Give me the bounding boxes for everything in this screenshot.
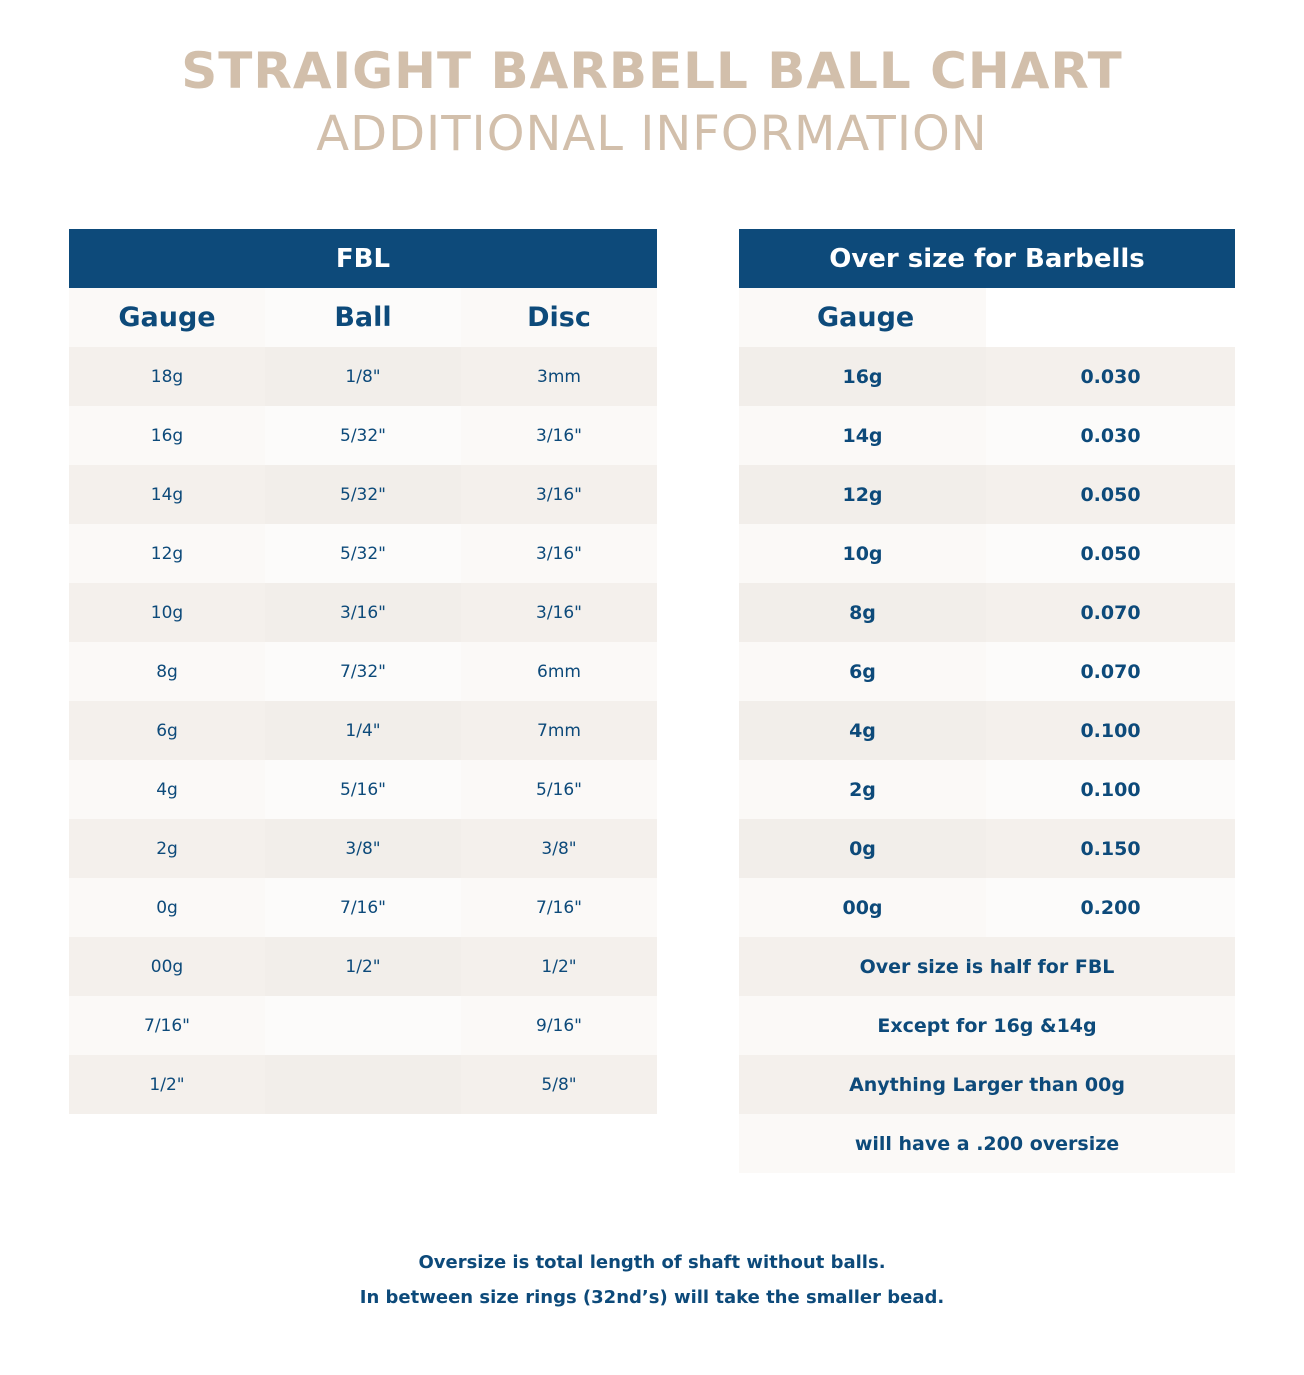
fbl-gauge-cell: 10g xyxy=(69,583,265,642)
fbl-gauge-cell: 8g xyxy=(69,642,265,701)
oversize-header-empty xyxy=(986,288,1235,347)
oversize-table xyxy=(739,229,1235,1173)
oversize-value-cell: 0.050 xyxy=(986,465,1235,524)
fbl-gauge-cell: 12g xyxy=(69,524,265,583)
fbl-disc-cell: 3/16" xyxy=(461,583,657,642)
table-row xyxy=(69,406,657,465)
table-row xyxy=(69,583,657,642)
fbl-disc-cell: 3/16" xyxy=(461,406,657,465)
table-row xyxy=(69,524,657,583)
fbl-gauge-cell: 7/16" xyxy=(69,996,265,1055)
table-row xyxy=(69,347,657,406)
fbl-gauge-cell: 2g xyxy=(69,819,265,878)
table-row xyxy=(69,760,657,819)
fbl-ball-cell: 3/16" xyxy=(265,583,461,642)
oversize-gauge-cell: 00g xyxy=(739,878,986,937)
table-row xyxy=(739,583,1235,642)
oversize-gauge-cell: 12g xyxy=(739,465,986,524)
fbl-gauge-cell: 18g xyxy=(69,347,265,406)
oversize-gauge-cell: 14g xyxy=(739,406,986,465)
oversize-gauge-cell: 10g xyxy=(739,524,986,583)
table-row xyxy=(739,642,1235,701)
table-row xyxy=(739,406,1235,465)
oversize-value-cell: 0.100 xyxy=(986,701,1235,760)
table-row xyxy=(69,996,657,1055)
fbl-disc-cell: 3/16" xyxy=(461,465,657,524)
fbl-gauge-cell: 00g xyxy=(69,937,265,996)
fbl-ball-cell: 3/8" xyxy=(265,819,461,878)
fbl-gauge-cell: 16g xyxy=(69,406,265,465)
oversize-note: Except for 16g &14g xyxy=(739,996,1235,1055)
oversize-gauge-cell: 6g xyxy=(739,642,986,701)
fbl-ball-cell: 5/32" xyxy=(265,465,461,524)
oversize-table-title: Over size for Barbells xyxy=(739,229,1235,288)
oversize-note: Over size is half for FBL xyxy=(739,937,1235,996)
fbl-gauge-cell: 4g xyxy=(69,760,265,819)
fbl-disc-cell: 3/16" xyxy=(461,524,657,583)
note-row xyxy=(739,937,1235,996)
oversize-header-gauge: Gauge xyxy=(739,288,986,347)
fbl-header-gauge: Gauge xyxy=(69,288,265,347)
fbl-ball-cell: 7/16" xyxy=(265,878,461,937)
oversize-gauge-cell: 4g xyxy=(739,701,986,760)
table-row xyxy=(739,701,1235,760)
fbl-table-title: FBL xyxy=(69,229,657,288)
table-row xyxy=(69,465,657,524)
oversize-value-cell: 0.030 xyxy=(986,347,1235,406)
table-row xyxy=(69,878,657,937)
table-row xyxy=(739,524,1235,583)
note-row xyxy=(739,1114,1235,1173)
oversize-gauge-cell: 8g xyxy=(739,583,986,642)
fbl-ball-cell xyxy=(265,996,461,1055)
table-row xyxy=(69,1055,657,1114)
table-row xyxy=(739,347,1235,406)
page-subtitle: ADDITIONAL INFORMATION xyxy=(316,106,988,162)
fbl-ball-cell: 5/16" xyxy=(265,760,461,819)
table-row xyxy=(69,642,657,701)
oversize-value-cell: 0.070 xyxy=(986,642,1235,701)
oversize-value-cell: 0.050 xyxy=(986,524,1235,583)
footer-line-2: In between size rings (32nd’s) will take the smaller bead. xyxy=(359,1287,945,1308)
fbl-ball-cell: 7/32" xyxy=(265,642,461,701)
fbl-disc-cell: 5/16" xyxy=(461,760,657,819)
oversize-value-cell: 0.070 xyxy=(986,583,1235,642)
oversize-note: will have a .200 oversize xyxy=(739,1114,1235,1173)
fbl-ball-cell: 5/32" xyxy=(265,524,461,583)
fbl-ball-cell: 1/2" xyxy=(265,937,461,996)
oversize-note: Anything Larger than 00g xyxy=(739,1055,1235,1114)
fbl-disc-cell: 3/8" xyxy=(461,819,657,878)
oversize-gauge-cell: 16g xyxy=(739,347,986,406)
oversize-gauge-cell: 0g xyxy=(739,819,986,878)
fbl-disc-cell: 3mm xyxy=(461,347,657,406)
fbl-disc-cell: 9/16" xyxy=(461,996,657,1055)
table-row xyxy=(739,760,1235,819)
fbl-gauge-cell: 1/2" xyxy=(69,1055,265,1114)
fbl-gauge-cell: 0g xyxy=(69,878,265,937)
table-row xyxy=(739,819,1235,878)
oversize-value-cell: 0.150 xyxy=(986,819,1235,878)
table-row xyxy=(69,937,657,996)
fbl-ball-cell: 5/32" xyxy=(265,406,461,465)
oversize-value-cell: 0.100 xyxy=(986,760,1235,819)
fbl-gauge-cell: 6g xyxy=(69,701,265,760)
fbl-ball-cell: 1/4" xyxy=(265,701,461,760)
fbl-header-disc: Disc xyxy=(461,288,657,347)
table-row xyxy=(69,819,657,878)
fbl-disc-cell: 7/16" xyxy=(461,878,657,937)
table-row xyxy=(739,465,1235,524)
fbl-disc-cell: 7mm xyxy=(461,701,657,760)
fbl-header-ball: Ball xyxy=(265,288,461,347)
table-row xyxy=(69,701,657,760)
fbl-ball-cell: 1/8" xyxy=(265,347,461,406)
fbl-ball-cell xyxy=(265,1055,461,1114)
note-row xyxy=(739,996,1235,1055)
table-row xyxy=(739,878,1235,937)
fbl-disc-cell: 5/8" xyxy=(461,1055,657,1114)
fbl-disc-cell: 6mm xyxy=(461,642,657,701)
fbl-table xyxy=(69,229,657,1114)
note-row xyxy=(739,1055,1235,1114)
page-title: STRAIGHT BARBELL BALL CHART xyxy=(181,42,1123,100)
fbl-disc-cell: 1/2" xyxy=(461,937,657,996)
oversize-value-cell: 0.030 xyxy=(986,406,1235,465)
footer-line-1: Oversize is total length of shaft without balls. xyxy=(418,1252,886,1273)
oversize-value-cell: 0.200 xyxy=(986,878,1235,937)
oversize-gauge-cell: 2g xyxy=(739,760,986,819)
fbl-gauge-cell: 14g xyxy=(69,465,265,524)
